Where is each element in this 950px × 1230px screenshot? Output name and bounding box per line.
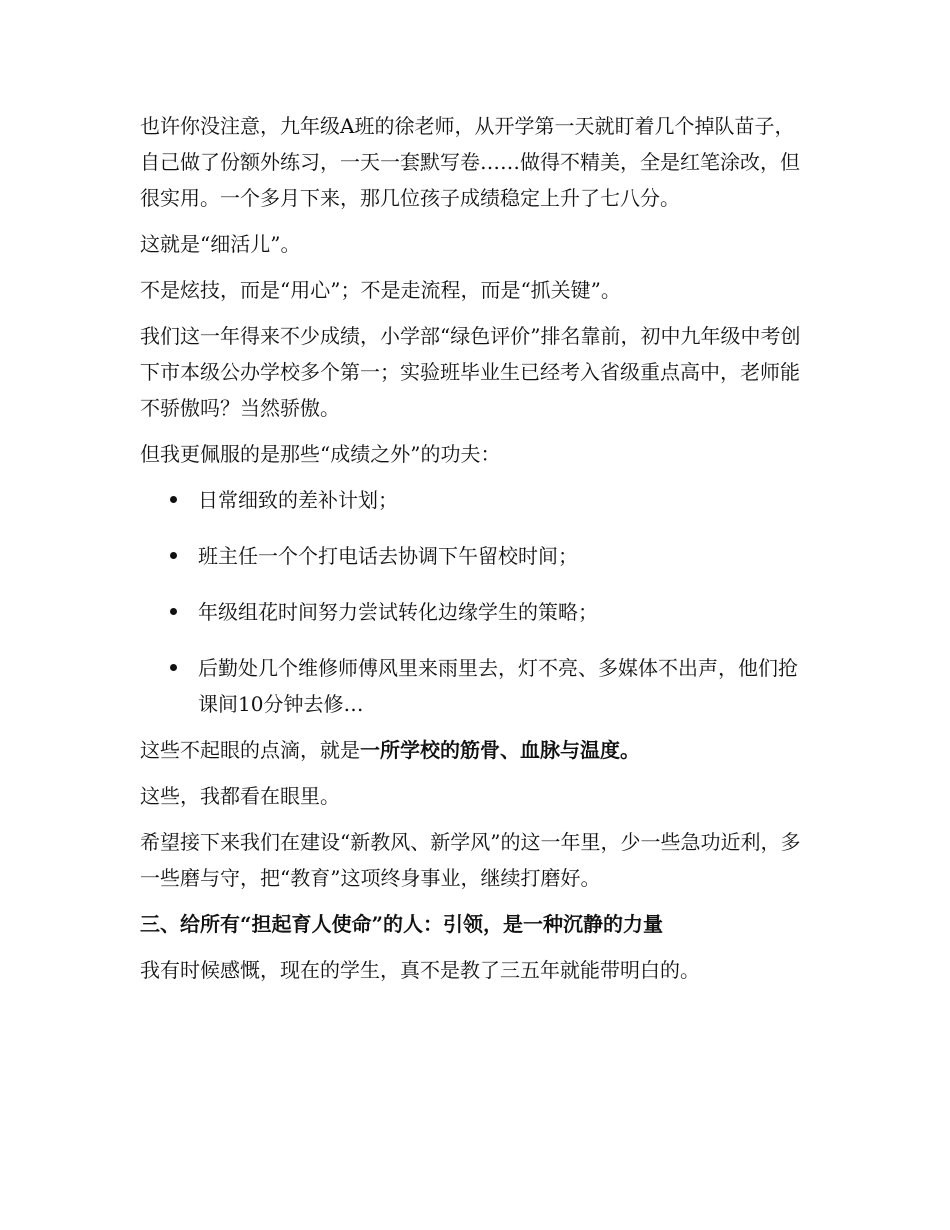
paragraph-seen: 这些，我都看在眼里。 — [140, 784, 340, 808]
emphasis-text: 一所学校的筋骨、血脉与温度。 — [360, 738, 640, 762]
section-heading: 三、给所有“担起育人使命”的人：引领，是一种沉静的力量 — [140, 912, 664, 936]
bullet-icon — [170, 496, 177, 503]
bullet-list — [140, 482, 810, 722]
paragraph-text: 这些不起眼的点滴，就是 — [140, 738, 360, 762]
list-item-text: 日常细致的差补计划； — [198, 488, 398, 512]
paragraph-fine-work: 这就是“细活儿”。 — [140, 232, 301, 256]
list-item — [140, 650, 810, 722]
paragraph-teacher-xu: 也许你没注意，九年级A班的徐老师，从开学第一天就盯着几个掉队苗子，自己做了份额外练习，一天一套默写卷……做得不精美，全是红笔涂改，但很实用。一个多月下来，那几位孩子成绩稳定上升了七八分。 — [140, 114, 800, 210]
list-item-text: 班主任一个个打电话去协调下午留校时间； — [198, 544, 578, 568]
bullet-icon — [170, 608, 177, 615]
list-item — [140, 594, 810, 630]
paragraph-achievements: 我们这一年得来不少成绩，小学部“绿色评价”排名靠前，初中九年级中考创下市本级公办学校多个第一；实验班毕业生已经考入省级重点高中，老师能不骄傲吗？当然骄傲。 — [140, 324, 801, 420]
paragraph-not-showoff: 不是炫技，而是“用心”；不是走流程，而是“抓关键”。 — [140, 278, 621, 302]
paragraph-school-backbone — [140, 732, 810, 768]
list-item-text: 年级组花时间努力尝试转化边缘学生的策略； — [198, 600, 598, 624]
paragraph-hope: 希望接下来我们在建设“新教风、新学风”的这一年里，少一些急功近利，多一些磨与守，把“教育”这项终身事业，继续打磨好。 — [140, 830, 801, 890]
list-item — [140, 538, 810, 574]
paragraph-beyond-grades: 但我更佩服的是那些“成绩之外”的功夫： — [140, 442, 501, 466]
list-item — [140, 482, 810, 518]
bullet-icon — [170, 552, 177, 559]
paragraph-students: 我有时候感慨，现在的学生，真不是教了三五年就能带明白的。 — [140, 958, 700, 982]
list-item-text: 后勤处几个维修师傅风里来雨里去，灯不亮、多媒体不出声，他们抢课间10分钟去修… — [198, 656, 798, 716]
document-page — [140, 108, 810, 998]
bullet-icon — [170, 664, 177, 671]
